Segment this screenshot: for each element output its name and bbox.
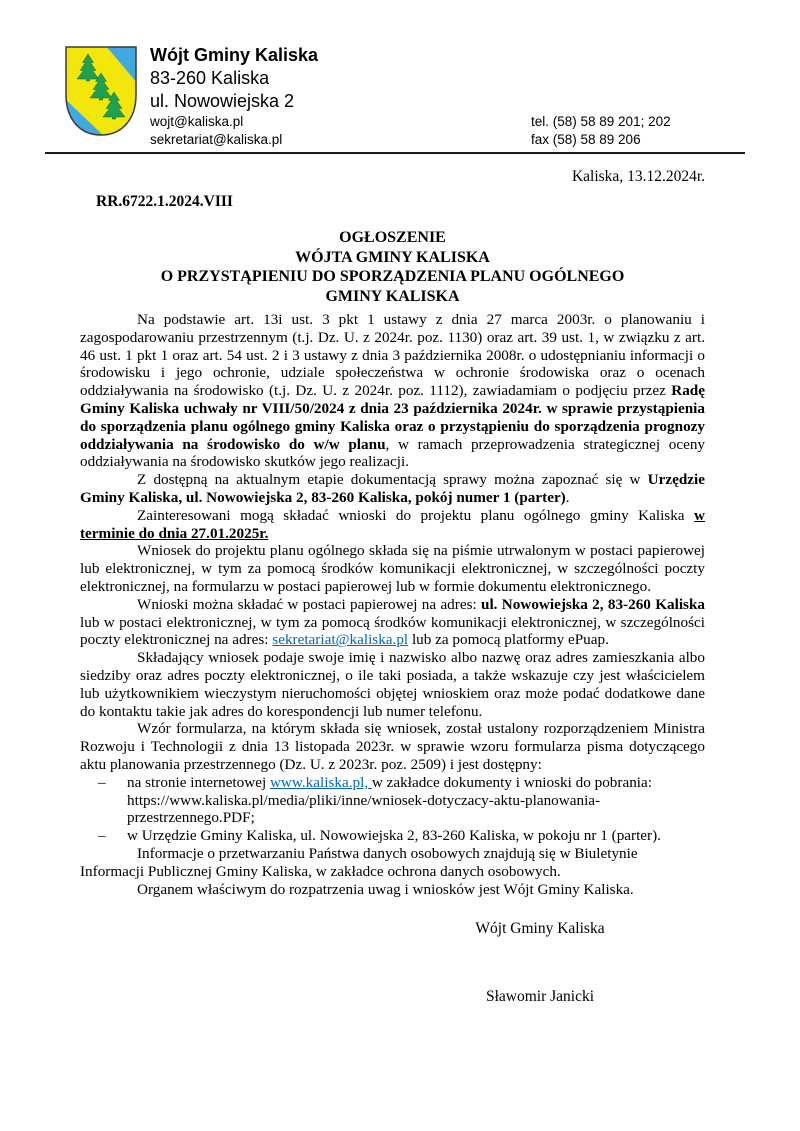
text-run: ul. Nowowiejska 2, 83-260 Kaliska bbox=[481, 595, 705, 613]
availability-list bbox=[80, 774, 705, 845]
email-link[interactable]: sekretariat@kaliska.pl bbox=[272, 631, 409, 649]
org-postal-code: 83-260 Kaliska bbox=[150, 68, 270, 88]
text-run: Wzór formularza, na którym składa się wniosek, został ustalony rozporządzeniem Ministra Rozwoju i Technologii z dnia 13 listopada 2023r. w sprawie wzoru formularza pisma dotyczącego aktu planowania przestrzennego (Dz. U. z 2023r. poz. 2509) i jest dostępny: bbox=[80, 720, 705, 773]
text-run: lub w postaci elektronicznej, w tym za pomocą środków komunikacji elektronicznej, w szczególności poczty elektronicznej na adres: bbox=[80, 613, 705, 649]
body-text bbox=[80, 311, 705, 898]
website-link[interactable]: www.kaliska.pl, bbox=[269, 773, 372, 791]
org-street: ul. Nowowiejska 2 bbox=[150, 91, 295, 111]
org-email-2: sekretariat@kaliska.pl bbox=[150, 132, 283, 147]
header-divider bbox=[45, 152, 745, 154]
paragraph-applicant-data bbox=[80, 649, 705, 720]
signature-name: Sławomir Janicki bbox=[485, 988, 595, 1006]
paragraph-documentation bbox=[80, 471, 705, 507]
phone-line: tel. (58) 58 89 201; 202 bbox=[531, 114, 671, 129]
text-run: Z dostępną na aktualnym etapie dokumentacją sprawy można zapoznać się w bbox=[137, 471, 648, 489]
paragraph-competent-authority bbox=[80, 881, 705, 899]
org-email-1: wojt@kaliska.pl bbox=[150, 114, 244, 129]
text-run: w zakładce dokumenty i wnioski do pobrania: https://www.kaliska.pl/media/pliki/inne/wniosek-dotyczacy-aktu-planowania-przestrzennego.PDF; bbox=[127, 773, 652, 827]
signature-block bbox=[375, 920, 705, 1006]
text-run: Wniosek do projektu planu ogólnego składa się na piśmie utrwalonym w postaci papierowej lub elektronicznej, w tym za pomocą środków komunikacji elektronicznej, w szczególności poczty elektronicznej, na formularzu w postaci papierowej lub w formie dokumentu elektronicznego. bbox=[80, 542, 705, 595]
paragraph-legal-basis bbox=[80, 311, 705, 471]
text-run: . bbox=[565, 488, 570, 506]
text-run: lub za pomocą platformy ePuap. bbox=[408, 631, 609, 649]
contact-phone-block bbox=[531, 113, 671, 149]
text-run: Składający wniosek podaje swoje imię i nazwisko albo nazwę oraz adres zamieszkania albo siedziby oraz adres poczty elektronicznej, o ile taki posiada, a także wskazuje czy jest właścicielem lub użytkownikiem wieczystym nieruchomości objętej wnioskiem oraz może podać dodatkowe dane do kontaktu takie jak adres do korespondencji lub numer telefonu. bbox=[80, 649, 705, 720]
paragraph-rodo bbox=[80, 845, 705, 881]
signature-role: Wójt Gminy Kaliska bbox=[475, 920, 605, 938]
announcement-title bbox=[80, 228, 705, 306]
place-date: Kaliska, 13.12.2024r. bbox=[571, 168, 705, 185]
text-run: w Urzędzie Gminy Kaliska, ul. Nowowiejska 2, 83-260 Kaliska, w pokoju nr 1 (parter). bbox=[127, 827, 661, 845]
text-run: , w ramach przeprowadzenia strategicznej oceny oddziaływania na środowisko skutków jego realizacji. bbox=[80, 435, 706, 471]
text-run: Informacje o przetwarzaniu Państwa danych osobowych znajdują się w Biuletynie Informacji Publicznej Gminy Kaliska, w zakładce ochrona danych osobowych. bbox=[80, 844, 638, 880]
text-run: w terminie do dnia 27.01.2025r. bbox=[80, 506, 705, 542]
dash-bullet-icon: – bbox=[98, 773, 106, 791]
paragraph-submission-addresses bbox=[80, 596, 705, 649]
text-run: na stronie internetowej bbox=[127, 773, 270, 791]
text-run: Zainteresowani mogą składać wnioski do projektu planu ogólnego gminy Kaliska bbox=[137, 506, 695, 524]
paragraph-form-template bbox=[80, 720, 705, 773]
text-run: Na podstawie art. 13i ust. 3 pkt 1 ustawy z dnia 27 marca 2003r. o planowaniu i zagospodarowaniu przestrzennym (t.j. Dz. U. z 2024r. poz. 1130) oraz art. 39 ust. 1, w związku z art. 46 ust. 1 pkt 1 oraz art. 54 ust. 2 i 3 ustawy z dnia 3 października 2008r. o udostępnianiu informacji o środowisku i jego ochronie, udziale społeczeństwa w ochronie środowiska oraz o ocenach oddziaływania na środowisko (t.j. Dz. U. z 2024r. poz. 1112), zawiadamiam o podjęciu przez bbox=[80, 311, 705, 400]
reference-number: RR.6722.1.2024.VIII bbox=[96, 193, 233, 210]
title-line-2: WÓJTA GMINY KALISKA bbox=[295, 248, 490, 266]
text-run: Radę Gminy Kaliska uchwały nr VIII/50/2024 z dnia 23 października 2024r. w sprawie przystąpienia do sporządzenia planu ogólnego gminy Kaliska oraz o przystąpieniu do sporządzenia prognozy oddziaływania na środowisko do w/w planu bbox=[80, 382, 705, 453]
fax-line: fax (58) 58 89 206 bbox=[531, 132, 641, 147]
title-line-3: O PRZYSTĄPIENIU DO SPORZĄDZENIA PLANU OGÓLNEGO bbox=[160, 268, 625, 285]
org-name: Wójt Gminy Kaliska bbox=[150, 45, 319, 65]
letterhead bbox=[150, 44, 318, 149]
paragraph-deadline bbox=[80, 507, 705, 543]
paragraph-form-of-application bbox=[80, 542, 705, 595]
list-item-office bbox=[80, 827, 705, 845]
title-line-1: OGŁOSZENIE bbox=[339, 229, 446, 246]
dash-bullet-icon: – bbox=[98, 827, 106, 845]
coat-of-arms-icon bbox=[64, 45, 138, 137]
text-run: Organem właściwym do rozpatrzenia uwag i wniosków jest Wójt Gminy Kaliska. bbox=[137, 880, 634, 898]
title-line-4: GMINY KALISKA bbox=[325, 287, 460, 305]
list-item-website bbox=[80, 774, 705, 827]
text-run: Wnioski można składać w postaci papierowej na adres: bbox=[137, 595, 482, 613]
document-body bbox=[80, 168, 705, 1006]
text-run: Urzędzie Gminy Kaliska, ul. Nowowiejska 2, 83-260 Kaliska, pokój numer 1 (parter) bbox=[80, 471, 705, 506]
